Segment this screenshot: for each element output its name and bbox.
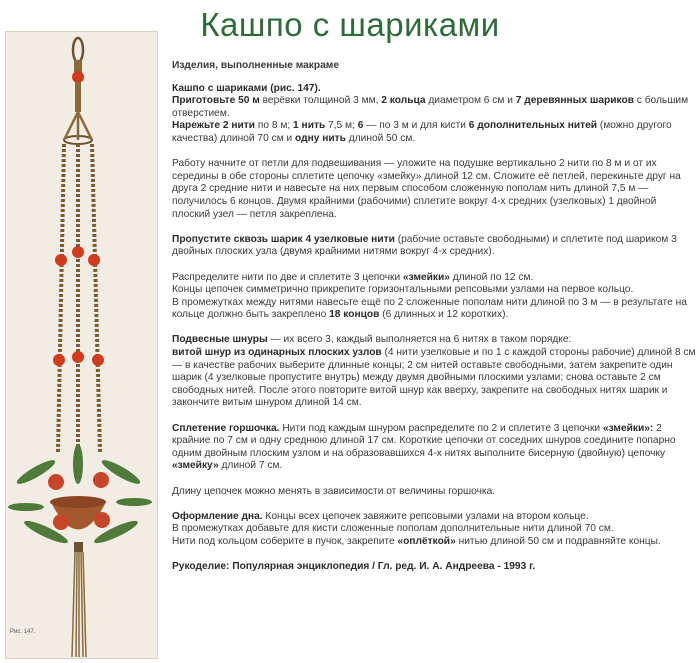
- chains-paragraph: Распределите нити по две и сплетите 3 цепочки «змейки» длиной по 12 см. Концы цепочек симметрично прикрепите горизонтальными репсовыми узлами на первое кольцо. В промежутках между нитями навесьте ещё по 2 сложенные пополам нити длиной по 3 м — в результате на кольце должно быть закреплено 18 концов (6 длинных и 12 коротких).: [172, 271, 687, 321]
- bead-paragraph: Пропустите сквозь шарик 4 узелковые нити (рабочие оставьте свободными) и сплетите под шариком 3 двойных плоских узла (двумя крайними нитями вокруг 4-х средних).: [172, 233, 677, 258]
- source-citation: Рукоделие: Популярная энциклопедия / Гл. ред. И. А. Андреева - 1993 г.: [172, 561, 536, 573]
- macrame-hanger-drawing: [6, 32, 159, 660]
- loop-paragraph: Работу начните от петли для подвешивания — уложите на подушке вертикально 2 нити по 8 м и от их середины в обе стороны сплетите цепочку «змейку» длиной 12 см. Сложите её петлей, перекиньте друг на друга 2 средние нити и навесьте на них первым способом сложенную пополам нить длиной 7,5 м — получилось 6 концов. Двумя крайними (рабочими) сплетите вокруг 4-х средних (узелковых) 1 двойной плоский узел — петля закреплена.: [172, 158, 681, 220]
- macrame-illustration: [5, 31, 158, 659]
- cords-paragraph: Подвесные шнуры — их всего 3, каждый выполняется на 6 нитях в таком порядке: витой шнур из одинарных плоских узлов (4 нити узелковые и по 1 с каждой стороны рабочие) длиной 8 см — в качестве рабочих выберите длинные концы; 2 см нитей оставьте свободными, затем закрепите один шарик (4 узелковые пропустите внутрь) между двумя двойными плоскими узлами; снова оставьте 2 см свободных нитей. После этого повторите витой шнур как вверху, закрепите на свободных нитях шарик и закончите витым шнуром длиной 14 см.: [172, 334, 696, 409]
- bottom-paragraph: Оформление дна. Концы всех цепочек завяжите репсовыми узлами на втором кольце. В промежутках добавьте для кисти сложенные пополам дополнительные нити длиной 70 см. Нити под кольцом соберите в пучок, закрепите «оплёткой» нитью длиной 50 см и подравняйте концы.: [172, 510, 661, 547]
- figure-caption: Рис. 147.: [10, 629, 36, 635]
- article-body: [172, 60, 696, 586]
- materials-paragraph: Кашпо с шариками (рис. 147). Приготовьте 50 м верёвки толщиной 3 мм, 2 кольца диаметром 6 см и 7 деревянных шариков с большим отверстием. Нарежьте 2 нити по 8 м; 1 нить 7,5 м; 6 — по 3 м и для кисти 6 дополнительных нитей (можно другого качества) длиной 70 см и одну нить длиной 50 см.: [172, 82, 689, 144]
- article-subtitle: Изделия, выполненные макраме: [172, 60, 339, 71]
- page-title: Кашпо с шариками: [200, 6, 500, 43]
- pot-paragraph: Сплетение горшочка. Нити под каждым шнуром распределите по 2 и сплетите 3 цепочки «змейки»: 2 крайние по 7 см и одну среднюю длиной 17 см. Короткие цепочки от соседних шнуров соедините попарно одним двойным плоским узлом и на образовавшихся 4-х нитях выполните бисерную (двойную) цепочку «змейку» длиной 7 см.: [172, 422, 676, 472]
- length-note: Длину цепочек можно менять в зависимости от величины горшочка.: [172, 485, 496, 497]
